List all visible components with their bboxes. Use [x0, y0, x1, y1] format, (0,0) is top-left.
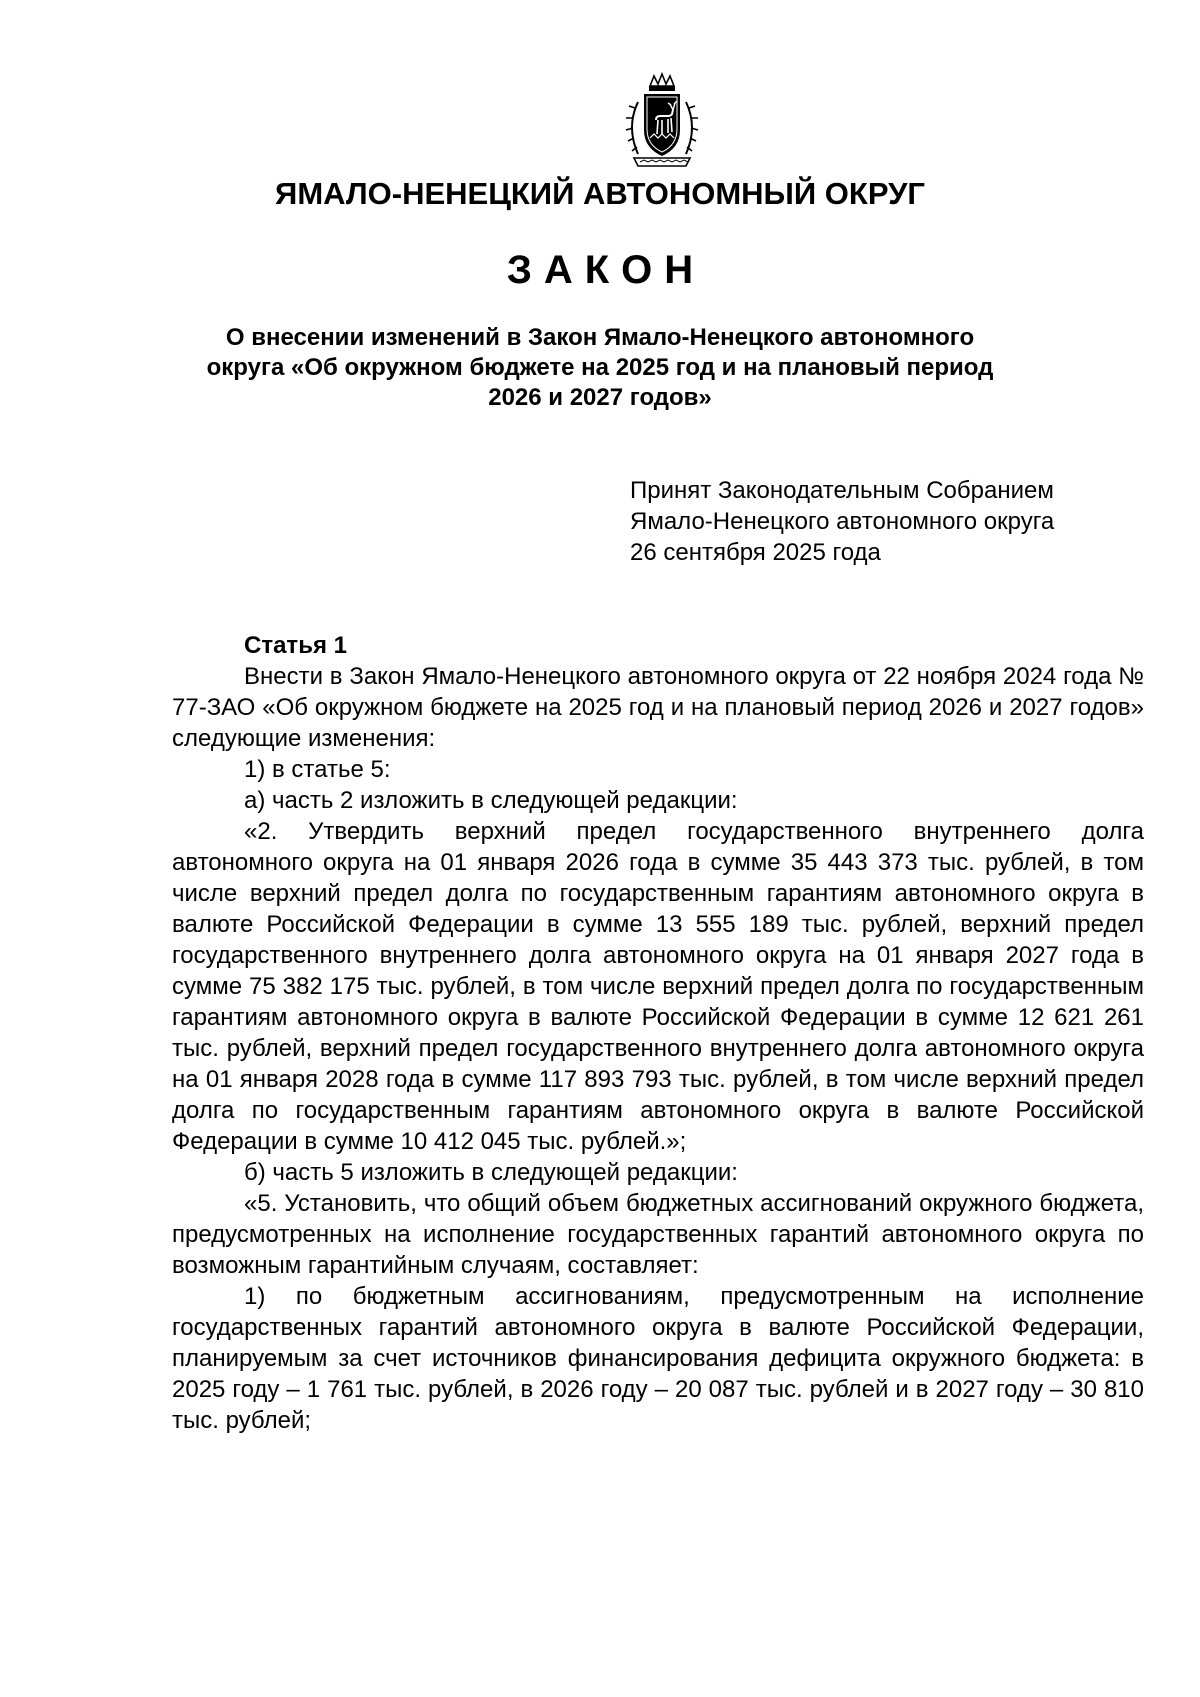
article-body — [172, 630, 1144, 1436]
law-title-line: 2026 и 2027 годов» — [488, 384, 712, 411]
article-paragraph: б) часть 5 изложить в следующей редакции: — [244, 1159, 738, 1186]
adoption-date: 26 сентября 2025 года — [630, 539, 881, 566]
law-title — [180, 323, 1020, 413]
article-paragraph: «5. Установить, что общий объем бюджетных ассигнований окружного бюджета, предусмотренных на исполнение государственных гарантий автономного округа по возможным гарантийным случаям, составляет: — [172, 1190, 1144, 1279]
law-title-line: округа «Об окружном бюджете на 2025 год и на плановый период — [206, 354, 994, 381]
coat-of-arms-icon — [620, 72, 704, 172]
article-paragraph: Внести в Закон Ямало-Ненецкого автономного округа от 22 ноября 2024 года № 77-ЗАО «Об окружном бюджете на 2025 год и на плановый период 2026 и 2027 годов» следующие изменения: — [172, 663, 1144, 752]
article-paragraph: «2. Утвердить верхний предел государственного внутреннего долга автономного округа на 01 января 2026 года в сумме 35 443 373 тыс. рублей, в том числе верхний предел долга по государственным гарантиям автономного округа в валюте Российской Федерации в сумме 13 555 189 тыс. рублей, верхний предел государственного внутреннего долга автономного округа на 01 января 2027 года в сумме 75 382 175 тыс. рублей, в том числе верхний предел долга по государственным гарантиям автономного округа в валюте Российской Федерации в сумме 12 621 261 тыс. рублей, верхний предел государственного внутреннего долга автономного округа на 01 января 2028 года в сумме 117 893 793 тыс. рублей, в том числе верхний предел долга по государственным гарантиям автономного округа в валюте Российской Федерации в сумме 10 412 045 тыс. рублей.»; — [172, 818, 1144, 1155]
adoption-note — [630, 475, 1170, 568]
region-heading: ЯМАЛО-НЕНЕЦКИЙ АВТОНОМНЫЙ ОКРУГ — [275, 176, 925, 211]
article-paragraph: 1) в статье 5: — [244, 756, 391, 783]
adoption-line: Ямало-Ненецкого автономного округа — [630, 508, 1055, 535]
article-heading: Статья 1 — [244, 632, 347, 659]
article-paragraph: 1) по бюджетным ассигнованиям, предусмотренным на исполнение государственных гарантий автономного округа в валюте Российской Федерации, планируемым за счет источников финансирования дефицита окружного бюджета: в 2025 году – 1 761 тыс. рублей, в 2026 году – 20 087 тыс. рублей и в 2027 году – 30 810 тыс. рублей; — [172, 1283, 1144, 1434]
article-paragraph: а) часть 2 изложить в следующей редакции: — [244, 787, 738, 814]
document-type-heading: ЗАКОН — [506, 248, 706, 292]
adoption-line: Принят Законодательным Собранием — [630, 477, 1054, 504]
law-title-line: О внесении изменений в Закон Ямало-Ненецкого автономного — [225, 324, 975, 351]
